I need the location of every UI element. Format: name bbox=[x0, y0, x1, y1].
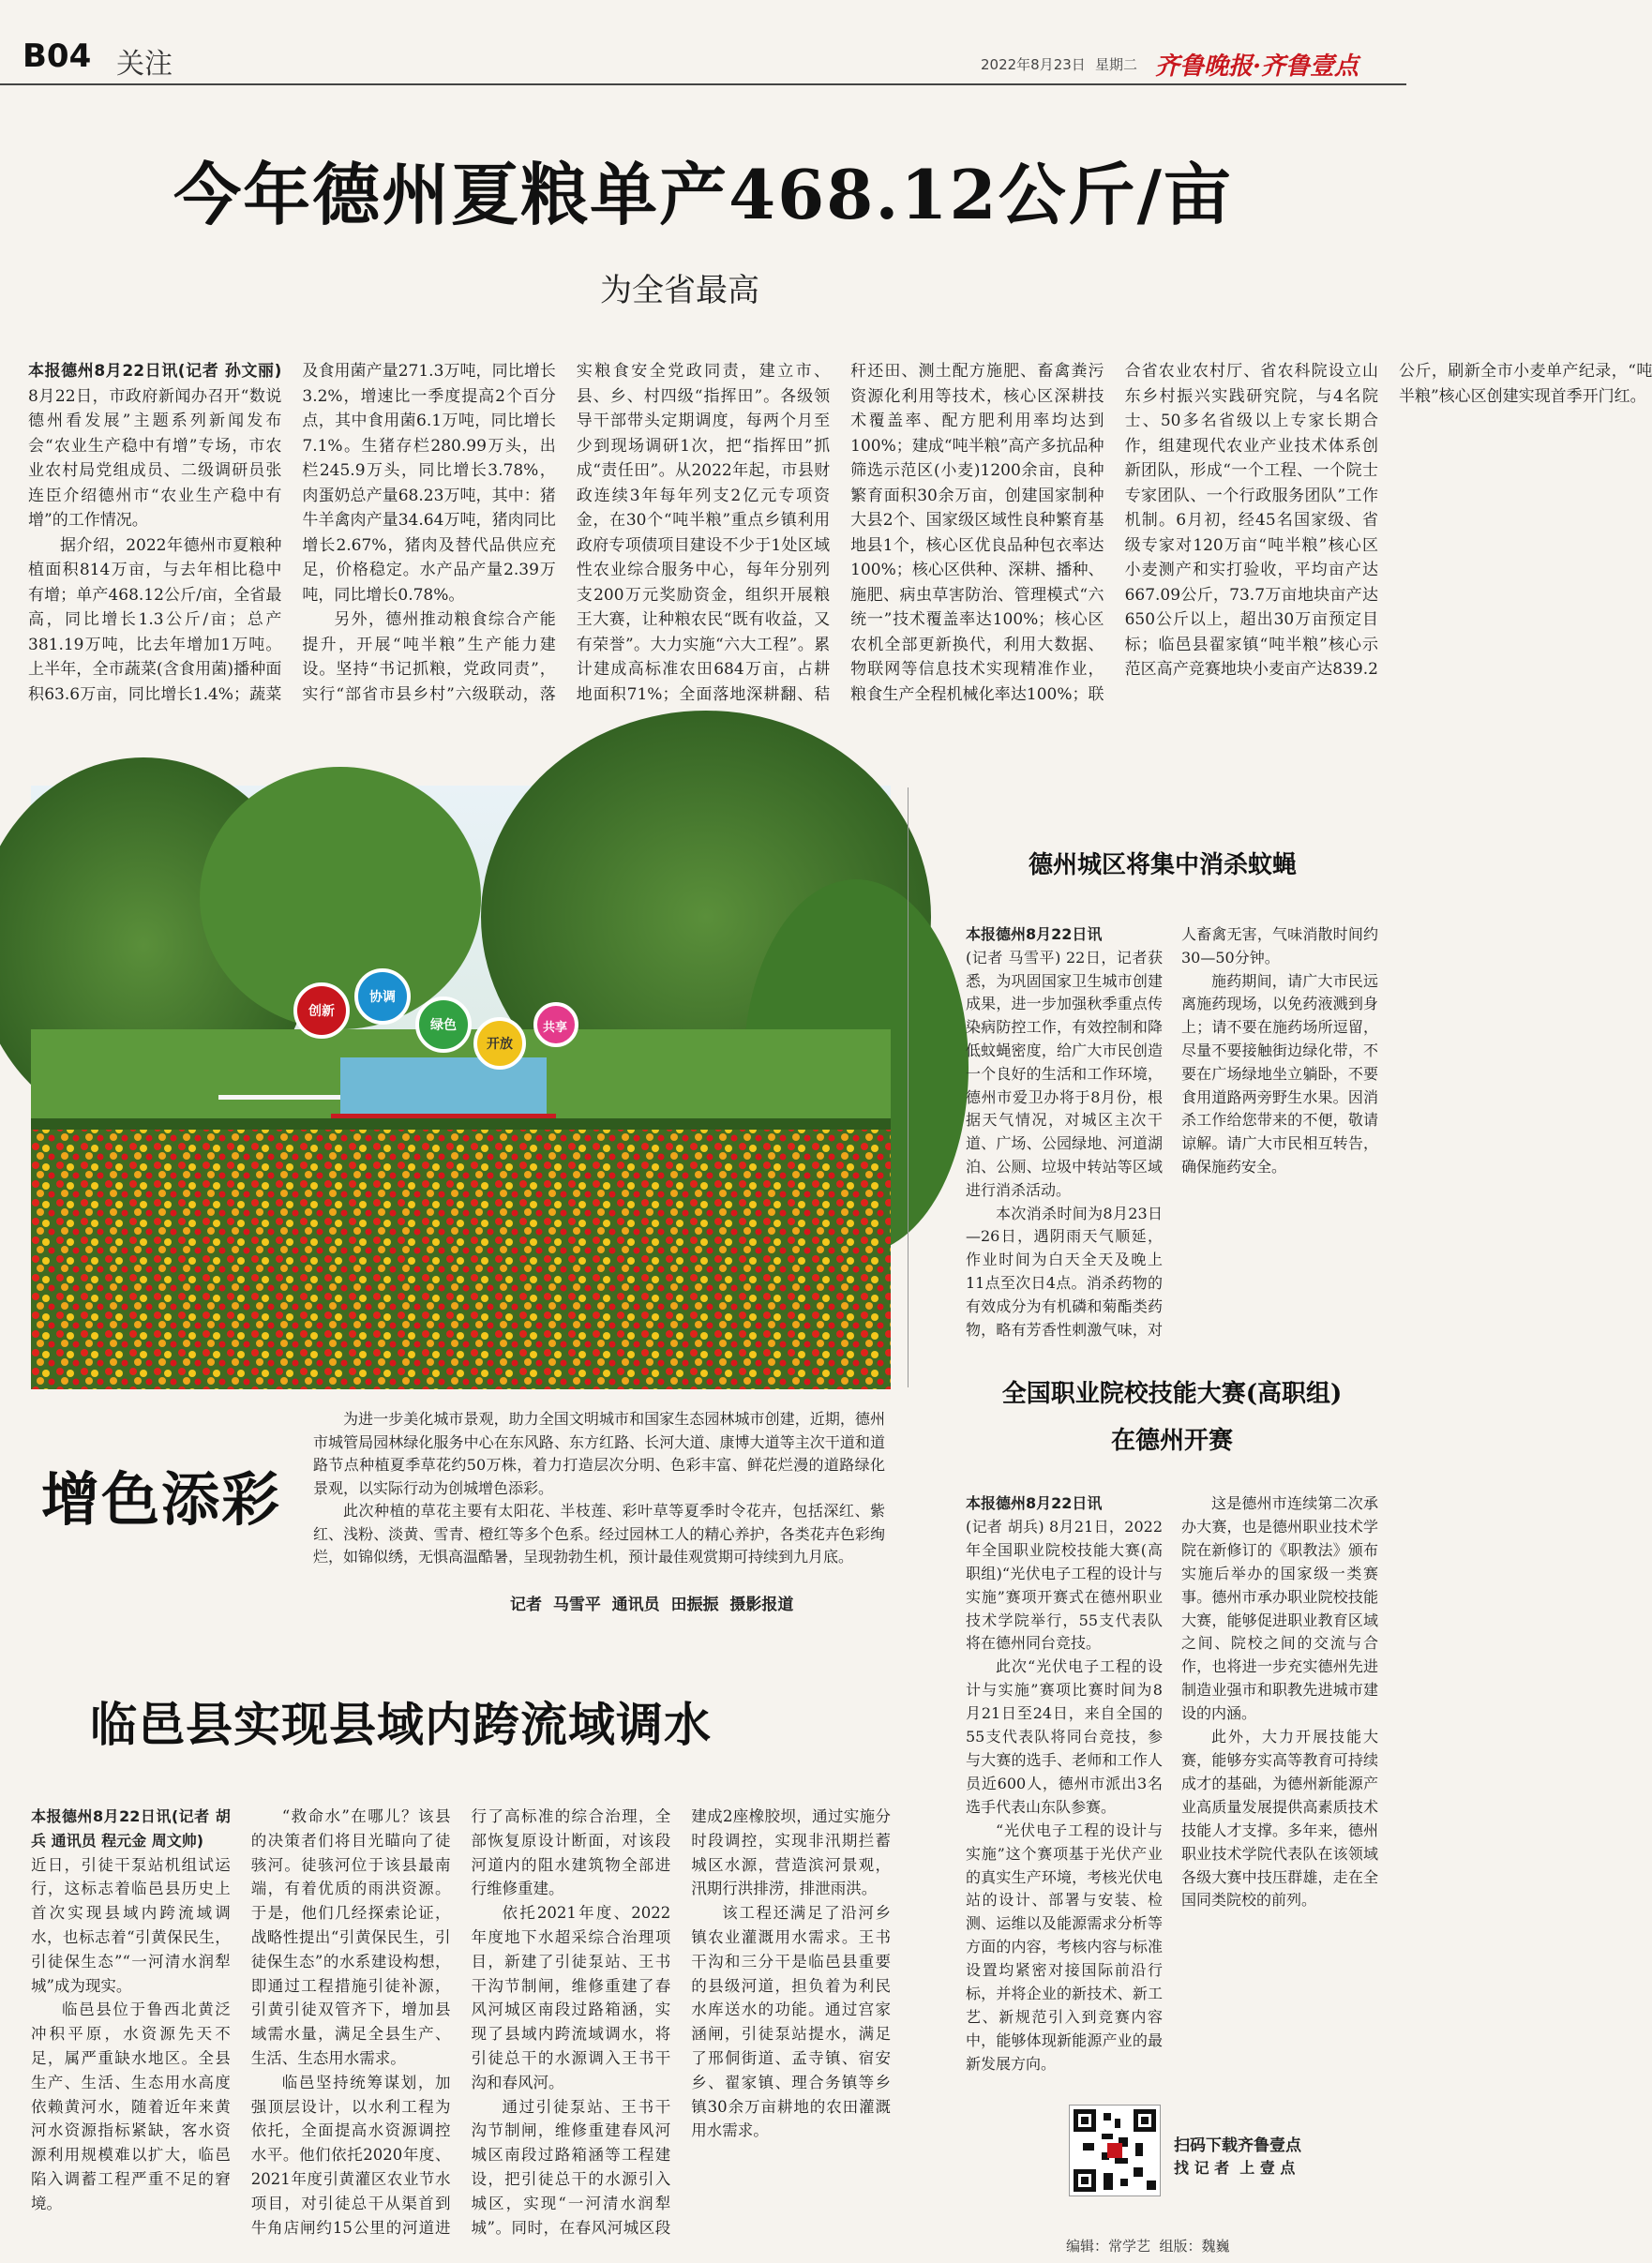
issue-date: 2022年8月23日 bbox=[981, 56, 1086, 73]
photo-story-paragraph: 为进一步美化城市景观，助力全国文明城市和国家生态园林城市创建，近期，德州市城管局园林绿化服务中心在东风路、东方红路、长河大道、康博大道等主次干道和道路节点种植夏季草花约50万株，着力打造层次分明、色彩丰富、鲜花烂漫的道路绿化景观，以实际行动为创城增色添彩。 bbox=[313, 1410, 885, 1497]
water-paragraph: 近日，引徒干泵站机组试运行，这标志着临邑县历史上首次实现县域内跨流域调水，也标志着“引黄保民生，引徒保生态”“一河清水润犁城”成为现实。 bbox=[31, 1855, 231, 1995]
editor-credit: 编辑：常学艺 组版：魏巍 bbox=[1066, 2238, 1230, 2255]
water-paragraph: 临邑坚持统筹谋划，加强顶层设计，以水利工程为依托，全面提高水资源调控水平。他们依托2020年度、2021年度引黄灌区农业节水项目，对引徒总干从渠首到牛角店闸约15公里的河道进行了高标准的综合治理，全部恢复原设计断面，对该段河道内的阻水建筑物全部进行维修重建。 bbox=[250, 1807, 671, 2237]
lead-paragraph: 8月22日，市政府新闻办召开“数说德州看发展”主题系列新闻发布会“农业生产稳中有增”专场，市农业农村局党组成员、二级调研员张连臣介绍德州市“农业生产稳中有增”的工作情况。 bbox=[28, 386, 282, 530]
contest-headline-line1: 全国职业院校技能大赛(高职组) bbox=[1001, 1380, 1343, 1408]
flies-body bbox=[966, 923, 1378, 1343]
contest-headline-line2: 在德州开赛 bbox=[1110, 1427, 1233, 1455]
flies-paragraph: (记者 马雪平) 22日，记者获悉，为巩固国家卫生城市创建成果，进一步加强秋季重点传染病防控工作，有效控制和降低蚊蝇密度，给广大市民创造一个良好的生活和工作环境，德州市爱卫办将于8月份，根据天气情况，对城区主次干道、广场、公园绿地、河道湖泊、公厕、垃圾中转站等区域进行消杀活动。 bbox=[966, 948, 1163, 1199]
photo-story-title: 增色添彩 bbox=[41, 1465, 282, 1534]
contest-paragraph: 此次“光伏电子工程的设计与实施”赛项比赛时间为8月21日至24日，来自全国的55支代表队将同台竞技，参与大赛的选手、老师和工作人员近600人，德州市派出3名选手代表山东队参赛。 bbox=[966, 1657, 1163, 1816]
flies-dateline: 本报德州8月22日讯 bbox=[966, 925, 1103, 943]
contest-paragraph: “光伏电子工程的设计与实施”这个赛项基于光伏产业的真实生产环境，考核光伏电站的设计、部署与安装、检测、运维以及能源需求分析等方面的内容，考核内容与标准设置均紧密对接国际前沿行标，并将企业的新技术、新工艺、新规范引入到竞赛内容中，能够体现新能源产业的最新发展方向。 bbox=[966, 1821, 1163, 2073]
flies-paragraph: 本次消杀时间为8月23日—26日，遇阴雨天气顺延，作业时间为白天全天及晚上11点至次日4点。消杀药物的有效成分为有机磷和菊酯类药物，略有芳香性刺激气味，对人畜禽无害，气味消散时间约30—50分钟。 bbox=[966, 925, 1378, 1339]
sign-label: 创新 bbox=[308, 1004, 335, 1019]
flower-bed-photo bbox=[31, 786, 891, 1389]
sign-label: 开放 bbox=[487, 1037, 513, 1052]
lead-subheadline: 为全省最高 bbox=[600, 272, 759, 309]
contest-paragraph: 这是德州市连续第二次承办大赛，也是德州职业技术学院在新修订的《职教法》颁布实施后举办的国家级一类赛事。德州市承办职业院校技能大赛，能够促进职业教育区域之间、院校之间的交流与合作，也将进一步充实德州先进制造业强市和职教先进城市建设的内涵。 bbox=[1181, 1494, 1378, 1723]
brand-logo: 齐鲁晚报·齐鲁壹点 bbox=[1155, 52, 1359, 81]
lead-headline: 今年德州夏粮单产468.12公斤/亩 bbox=[173, 155, 1233, 234]
sign-label: 协调 bbox=[369, 990, 396, 1005]
lead-body bbox=[28, 359, 1652, 708]
column-divider bbox=[908, 787, 909, 1387]
contest-body bbox=[966, 1492, 1378, 2083]
page-header bbox=[0, 0, 1406, 84]
lead-paragraph: 据介绍，2022年德州市夏粮种植面积814万亩，与去年相比稳中有增；单产468.12公斤/亩，全省最高，同比增长1.3公斤/亩；总产381.19万吨，比去年增加1万吨。上半年，全市蔬菜(含食用菌)播种面积63.6万亩，同比增长1.4%；蔬菜及食用菌产量271.3万吨，同比增长3.2%，增速比一季度提高2个百分点，其中食用菌6.1万吨，同比增长7.1%。生猪存栏280.99万头，出栏245.9万头，同比增长3.78%，肉蛋奶总产量68.23万吨，其中：猪牛羊禽肉产量34.64万吨，猪肉同比增长2.67%，猪肉及替代品供应充足，价格稳定。水产品产量2.39万吨，同比增长0.78%。 bbox=[28, 362, 556, 704]
photo-credit: 记者 马雪平 通讯员 田振振 摄影报道 bbox=[510, 1596, 794, 1614]
flies-paragraph: 施药期间，请广大市民远离施药现场，以免药液溅到身上；请不要在施药场所逗留，尽量不要接触街边绿化带，不要在广场绿地坐立躺卧，不要食用道路两旁野生水果。因消杀工作给您带来的不便，敬请谅解。请广大市民相互转告，确保施药安全。 bbox=[1181, 971, 1378, 1176]
photo-story-paragraph: 此次种植的草花主要有太阳花、半枝莲、彩叶草等夏季时令花卉，包括深红、紫红、浅粉、淡黄、雪青、橙红等多个色系。经过园林工人的精心养护，各类花卉色彩绚烂，如锦似绣，无惧高温酷暑，呈现勃勃生机，预计最佳观赏期可持续到九月底。 bbox=[313, 1502, 885, 1566]
water-paragraph: 通过引徒泵站、王书干沟节制闸，维修重建春风河城区南段过路箱涵等工程建设，把引徒总干的水源引入城区，实现“一河清水润犁城”。同时，在春风河城区段建成2座橡胶坝，通过实施分时段调控，实现非汛期拦蓄城区水源，营造滨河景观，汛期行洪排涝，排泄雨洪。 bbox=[471, 1807, 891, 2237]
contest-dateline: 本报德州8月22日讯 bbox=[966, 1494, 1103, 1512]
water-paragraph: 该工程还满足了沿河乡镇农业灌溉用水需求。王书干沟和三分干是临邑县重要的县级河道，担负着为利民水库送水的功能。通过宫家涵闸，引徒泵站提水，满足了邢侗街道、孟寺镇、宿安乡、翟家镇、理合务镇等乡镇30余万亩耕地的农田灌溉用水需求。 bbox=[691, 1904, 891, 2140]
water-headline: 临邑县实现县域内跨流域调水 bbox=[90, 1697, 712, 1752]
water-dateline: 本报德州8月22日讯(记者 胡兵 通讯员 程元金 周文帅) bbox=[31, 1807, 231, 1850]
section-label: 关注 bbox=[116, 48, 173, 81]
sign-label: 共享 bbox=[543, 1021, 568, 1035]
water-paragraph: “救命水”在哪儿？该县的决策者们将目光瞄向了徒骇河。徒骇河位于该县最南端，有着优质的雨洪资源。于是，他们几经探索论证，战略性提出“引黄保民生，引徒保生态”的水系建设构想，即通过工程措施引徒补源，引黄引徒双管齐下，增加县域需水量，满足全县生产、生活、生态用水需求。 bbox=[250, 1807, 451, 2067]
qr-label: 扫码下载齐鲁壹点 bbox=[1174, 2136, 1301, 2155]
contest-paragraph: 此外，大力开展技能大赛，能够夯实高等教育可持续成才的基础，为德州新能源产业高质量发展提供高素质技术技能人才支撑。多年来，德州职业技术学院代表队在该领域各级大赛中技压群雄，走在全国同类院校的前列。 bbox=[1181, 1728, 1378, 1910]
sign-label: 绿色 bbox=[430, 1018, 457, 1033]
lead-dateline: 本报德州8月22日讯(记者 孙文丽) bbox=[28, 362, 282, 381]
flies-headline: 德州城区将集中消杀蚊蝇 bbox=[1028, 851, 1297, 879]
lead-paragraph: 另外，德州推动粮食综合产能提升，开展“吨半粮”生产能力建设。坚持“书记抓粮，党政同责”，实行“部省市县乡村”六级联动，落实粮食安全党政同责，建立市、县、乡、村四级“指挥田”。各级领导干部带头定期调度，每两个月至少到现场调研1次，把“指挥田”抓成“责任田”。从2022年起，市县财政连续3年每年列支2亿元专项资金，在30个“吨半粮”重点乡镇利用政府专项债项目建设不少于1处区域性农业综合服务中心，每年分别列支200万元奖励资金，组织开展粮王大赛，让种粮农民“既有收益，又有荣誉”。大力实施“六大工程”。累计建成高标准农田684万亩，占耕地面积71%；全面落地深耕翻、秸秆还田、测土配方施肥、畜禽粪污资源化利用等技术，核心区深耕技术覆盖率、配方肥利用率均达到100%；建成“吨半粮”高产多抗品种筛选示范区(小麦)1200余亩，良种繁育面积30余万亩，创建国家制种大县2个、国家级区域性良种繁育基地县1个，核心区优良品种包衣率达100%；核心区供种、深耕、播种、施肥、病虫草害防治、管理模式“六统一”技术覆盖率达100%；核心区农机全部更新换代，利用大数据、物联网等信息技术实现精准作业，粮食生产全程机械化率达100%；联合省农业农村厅、省农科院设立山东乡村振兴实践研究院，与4名院士、50多名省级以上专家长期合作，组建现代农业产业技术体系创新团队，形成“一个工程、一个院士专家团队、一个行政服务团队”工作机制。6月初，经45名国家级、省级专家对120万亩“吨半粮”核心区小麦测产和实打验收，平均亩产达667.09公斤，73.7万亩地块亩产达650公斤以上，超出30万亩预定目标；临邑县翟家镇“吨半粮”核心示范区高产竞赛地块小麦亩产达839.2公斤，刷新全市小麦单产纪录，“吨半粮”核心区创建实现首季开门红。 bbox=[302, 362, 1652, 704]
photo-story-body bbox=[313, 1408, 885, 1569]
issue-weekday: 星期二 bbox=[1095, 56, 1138, 73]
qr-code[interactable] bbox=[1069, 2105, 1161, 2196]
water-body bbox=[31, 1805, 891, 2243]
water-paragraph: 临邑县位于鲁西北黄泛冲积平原，水资源先天不足，属严重缺水地区。全县生产、生活、生态用水高度依赖黄河水，随着近年来黄河水资源指标紧缺，客水资源利用规模难以扩大，临邑陷入调蓄工程严重不足的窘境。 bbox=[31, 2001, 231, 2212]
contest-paragraph: (记者 胡兵) 8月21日，2022年全国职业院校技能大赛(高职组)“光伏电子工程的设计与实施”赛项开赛式在德州职业技术学院举行，55支代表队将在德州同台竞技。 bbox=[966, 1517, 1163, 1653]
qr-sublabel: 找 记 者 上 壹 点 bbox=[1174, 2159, 1296, 2177]
page-number: B04 bbox=[23, 37, 92, 75]
water-paragraph: 依托2021年度、2022年度地下水超采综合治理项目，新建了引徒泵站、王书干沟节制闸，维修重建了春风河城区南段过路箱涵，实现了县域内跨流域调水，将引徒总干的水源调入王书干沟和春风河。 bbox=[471, 1904, 671, 2091]
header-divider bbox=[0, 83, 1406, 85]
